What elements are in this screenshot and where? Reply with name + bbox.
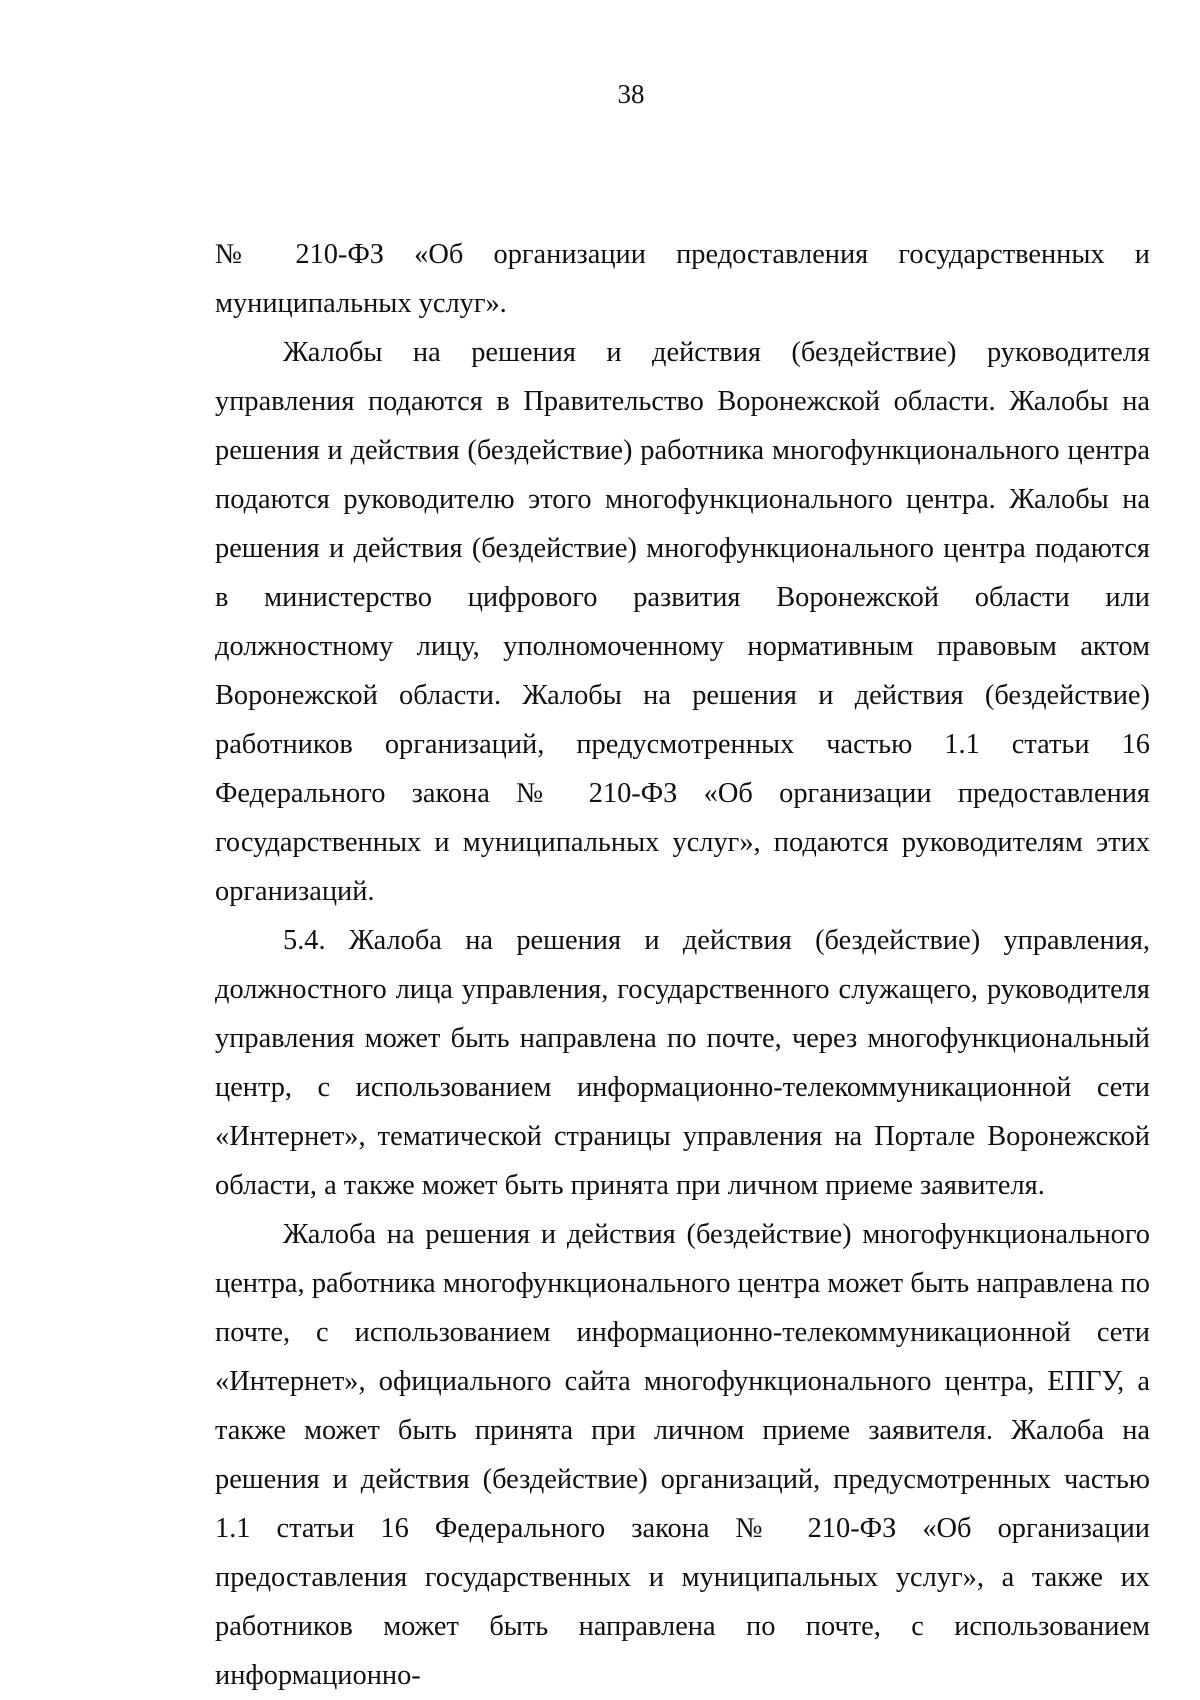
page-number: 38 <box>617 79 645 109</box>
paragraph-1: № 210-ФЗ «Об организации предоставления государственных и муниципальных услуг». <box>215 239 1150 319</box>
paragraph-2: Жалобы на решения и действия (бездействие) руководителя управления подаются в Правительство Воронежской области. Жалобы на решения и действия (бездействие) работника многофункционального центра подаются руководителю этого многофункционального центра. Жалобы на решения и действия (бездействие) многофункционального центра подаются в министерство цифрового развития Воронежской области или должностному лицу, уполномоченному нормативным правовым актом Воронежской области. Жалобы на решения и действия (бездействие) работников организаций, предусмотренных частью 1.1 статьи 16 Федерального закона № 210-ФЗ «Об организации предоставления государственных и муниципальных услуг», подаются руководителям этих организаций. <box>215 337 1150 907</box>
document-body <box>215 230 1150 1700</box>
paragraph-3: 5.4. Жалоба на решения и действия (бездействие) управления, должностного лица управления, государственного служащего, руководителя управления может быть направлена по почте, через многофункциональный центр, с использованием информационно-телекоммуникационной сети «Интернет», тематической страницы управления на Портале Воронежской области, а также может быть принята при личном приеме заявителя. <box>215 925 1150 1201</box>
paragraph-4: Жалоба на решения и действия (бездействие) многофункционального центра, работника многофункционального центра может быть направлена по почте, с использованием информационно-телекоммуникационной сети «Интернет», официального сайта многофункционального центра, ЕПГУ, а также может быть принята при личном приеме заявителя. Жалоба на решения и действия (бездействие) организаций, предусмотренных частью 1.1 статьи 16 Федерального закона № 210-ФЗ «Об организации предоставления государственных и муниципальных услуг», а также их работников может быть направлена по почте, с использованием информационно- <box>215 1219 1150 1691</box>
